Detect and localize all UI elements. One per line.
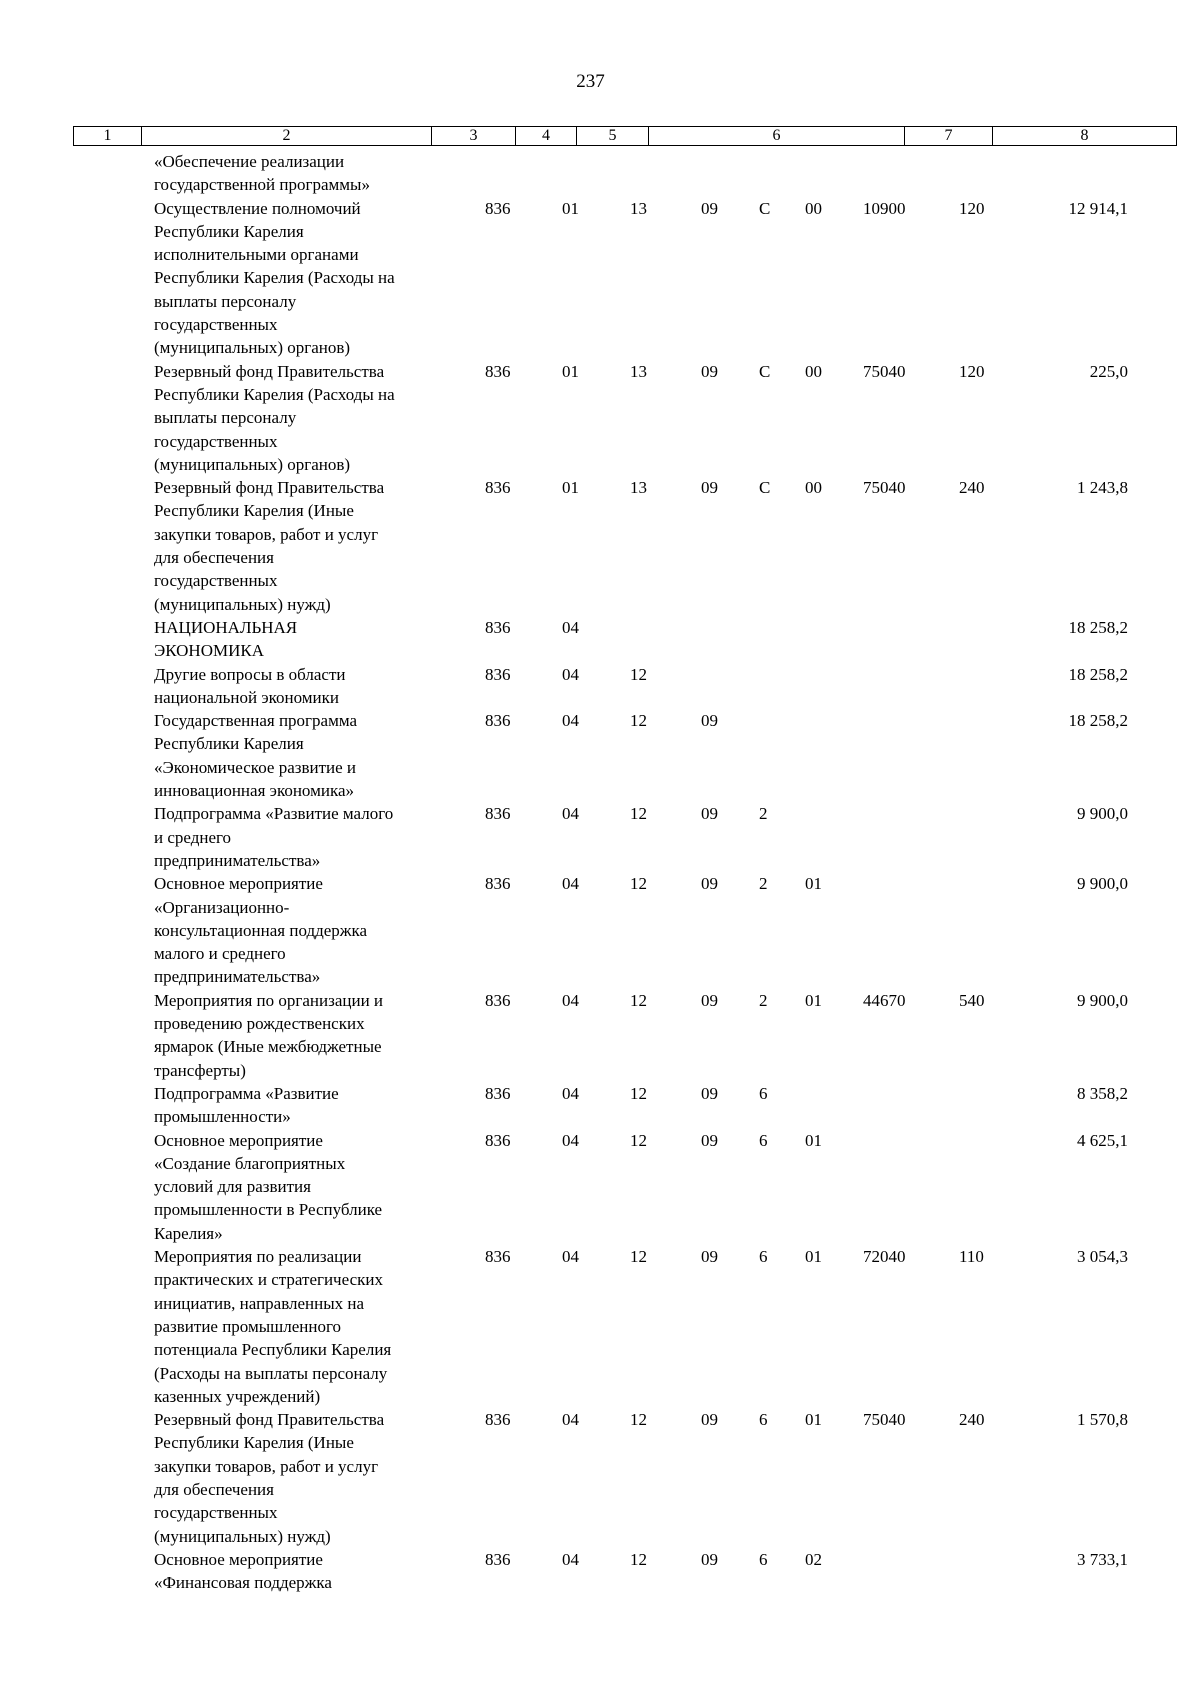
code-expense-type-cell: 120 (959, 361, 985, 381)
amount-cell: 9 900,0 (1077, 990, 1128, 1010)
description-line: потенциала Республики Карелия (154, 1340, 392, 1360)
code-section-cell: 04 (562, 874, 579, 894)
code-subsection-cell: 12 (630, 990, 647, 1010)
code-expense-type-cell: 120 (959, 198, 985, 218)
code-direction-cell: 44670 (863, 990, 906, 1010)
description-line: Основное мероприятие (154, 1550, 323, 1569)
description-line: трансферты) (154, 1060, 246, 1080)
amount-cell: 8 358,2 (1077, 1084, 1128, 1103)
description-line: Карелия» (154, 1223, 223, 1243)
description-line: развитие промышленного (154, 1316, 342, 1336)
row-description (154, 150, 454, 197)
code-section-cell: 04 (562, 711, 579, 731)
amount-cell: 18 258,2 (1068, 664, 1128, 684)
code-section-cell: 04 (562, 664, 579, 684)
amount-cell: 18 258,2 (1068, 618, 1128, 637)
code-event-cell: 00 (805, 198, 822, 218)
code-program-cell: 09 (701, 1550, 718, 1569)
description-line: Основное мероприятие (154, 1130, 323, 1150)
code-subsection-cell: 12 (630, 711, 647, 731)
code-expense-type-cell: 110 (959, 1247, 984, 1267)
code-subsection-cell: 13 (630, 478, 647, 498)
code-subprogram-cell: 2 (759, 804, 768, 824)
amount-cell: 1 243,8 (1077, 478, 1128, 498)
code-program-cell: 09 (701, 1130, 718, 1150)
row-description (154, 989, 454, 1082)
code-section-cell: 01 (562, 478, 579, 498)
code-subprogram-cell: 6 (759, 1550, 768, 1569)
code-admin-cell: 836 (485, 1084, 511, 1103)
description-line: Республики Карелия (Расходы на (154, 384, 395, 404)
code-subsection-cell: 12 (630, 1247, 647, 1267)
code-expense-type-cell: 240 (959, 478, 985, 498)
description-line: консультационная поддержка (154, 920, 368, 940)
code-section-cell: 04 (562, 1550, 579, 1569)
description-line: выплаты персоналу (154, 408, 297, 428)
code-subsection-cell: 13 (630, 361, 647, 381)
code-subprogram-cell: 6 (759, 1130, 768, 1150)
code-program-cell: 09 (701, 1410, 718, 1430)
description-line: Другие вопросы в области (154, 664, 346, 684)
code-program-cell: 09 (701, 990, 718, 1010)
code-admin-cell: 836 (485, 1550, 511, 1569)
description-line: практических и стратегических (154, 1270, 383, 1290)
description-line: государственной программы» (154, 175, 370, 195)
code-event-cell: 01 (805, 990, 822, 1010)
description-line: «Финансовая поддержка (154, 1573, 332, 1593)
row-description (154, 802, 454, 872)
code-admin-cell: 836 (485, 1410, 511, 1430)
description-line: «Организационно- (154, 897, 290, 917)
code-subprogram-cell: 2 (759, 990, 768, 1010)
description-line: условий для развития (154, 1177, 311, 1197)
row-description (154, 476, 454, 616)
row-description (154, 197, 454, 360)
code-section-cell: 04 (562, 1410, 579, 1430)
description-line: выплаты персоналу (154, 291, 297, 311)
amount-cell: 4 625,1 (1077, 1130, 1128, 1150)
description-line: Мероприятия по реализации (154, 1247, 362, 1267)
amount-cell: 3 733,1 (1077, 1550, 1128, 1569)
description-line: НАЦИОНАЛЬНАЯ (154, 618, 298, 637)
code-admin-cell: 836 (485, 804, 511, 824)
description-line: ярмарок (Иные межбюджетные (154, 1037, 382, 1057)
description-line: Республики Карелия (Расходы на (154, 268, 395, 288)
code-section-cell: 01 (562, 361, 579, 381)
description-line: инициатив, направленных на (154, 1293, 365, 1313)
row-description (154, 1408, 454, 1548)
description-line: «Экономическое развитие и (154, 757, 357, 777)
code-admin-cell: 836 (485, 361, 511, 381)
code-admin-cell: 836 (485, 711, 511, 731)
description-line: национальной экономики (154, 687, 339, 707)
code-event-cell: 01 (805, 1130, 822, 1150)
code-subsection-cell: 12 (630, 1084, 647, 1103)
code-admin-cell: 836 (485, 1247, 511, 1267)
code-section-cell: 01 (562, 198, 579, 218)
code-program-cell: 09 (701, 478, 718, 498)
code-subsection-cell: 12 (630, 804, 647, 824)
code-subsection-cell: 12 (630, 1410, 647, 1430)
code-direction-cell: 75040 (863, 478, 906, 498)
amount-cell: 18 258,2 (1068, 711, 1128, 731)
description-line: (муниципальных) органов) (154, 338, 351, 358)
code-program-cell: 09 (701, 198, 718, 218)
row-description (154, 663, 454, 710)
description-line: (Расходы на выплаты персоналу (154, 1363, 388, 1383)
header-cell-6: 6 (649, 127, 905, 145)
row-description (154, 872, 454, 988)
description-line: промышленности» (154, 1107, 291, 1127)
header-cell-5: 5 (577, 127, 649, 145)
description-line: «Создание благоприятных (154, 1153, 346, 1173)
code-subprogram-cell: С (759, 198, 771, 218)
description-line: закупки товаров, работ и услуг (154, 524, 379, 544)
description-line: Резервный фонд Правительства (154, 361, 385, 381)
description-line: малого и среднего (154, 944, 286, 964)
code-event-cell: 00 (805, 478, 822, 498)
row-description (154, 616, 454, 663)
description-line: (муниципальных) органов) (154, 454, 351, 474)
description-line: Республики Карелия (Иные (154, 501, 354, 521)
amount-cell: 9 900,0 (1077, 874, 1128, 894)
code-subsection-cell: 12 (630, 1550, 647, 1569)
code-admin-cell: 836 (485, 874, 511, 894)
description-line: Подпрограмма «Развитие (154, 1084, 339, 1103)
code-subprogram-cell: 6 (759, 1247, 768, 1267)
code-subprogram-cell: 6 (759, 1410, 768, 1430)
code-admin-cell: 836 (485, 1130, 511, 1150)
code-program-cell: 09 (701, 804, 718, 824)
code-section-cell: 04 (562, 1084, 579, 1103)
amount-cell: 12 914,1 (1068, 198, 1128, 218)
code-subsection-cell: 12 (630, 664, 647, 684)
description-line: казенных учреждений) (154, 1386, 321, 1406)
code-section-cell: 04 (562, 1247, 579, 1267)
code-direction-cell: 10900 (863, 198, 906, 218)
row-description (154, 709, 454, 802)
code-subprogram-cell: С (759, 478, 771, 498)
header-cell-2: 2 (142, 127, 432, 145)
description-line: для обеспечения (154, 548, 274, 568)
description-line: ЭКОНОМИКА (154, 641, 264, 661)
code-admin-cell: 836 (485, 664, 511, 684)
code-expense-type-cell: 240 (959, 1410, 985, 1430)
description-line: закупки товаров, работ и услуг (154, 1456, 379, 1476)
code-program-cell: 09 (701, 1084, 718, 1103)
description-line: государственных (154, 315, 278, 335)
row-description (154, 1548, 454, 1595)
description-line: Государственная программа (154, 711, 358, 731)
row-description (154, 360, 454, 476)
description-line: исполнительными органами (154, 245, 359, 265)
description-line: государственных (154, 431, 278, 451)
code-event-cell: 00 (805, 361, 822, 381)
description-line: (муниципальных) нужд) (154, 1526, 331, 1546)
row-description (154, 1129, 454, 1245)
code-section-cell: 04 (562, 990, 579, 1010)
description-line: предпринимательства» (154, 967, 321, 987)
code-event-cell: 01 (805, 1247, 822, 1267)
code-section-cell: 04 (562, 804, 579, 824)
description-line: для обеспечения (154, 1480, 274, 1500)
code-program-cell: 09 (701, 711, 718, 731)
description-line: Мероприятия по организации и (154, 990, 384, 1010)
code-program-cell: 09 (701, 874, 718, 894)
code-expense-type-cell: 540 (959, 990, 985, 1010)
description-line: Резервный фонд Правительства (154, 478, 385, 498)
code-event-cell: 01 (805, 874, 822, 894)
description-line: Осуществление полномочий (154, 198, 361, 218)
amount-cell: 3 054,3 (1077, 1247, 1128, 1267)
code-event-cell: 01 (805, 1410, 822, 1430)
code-section-cell: 04 (562, 618, 579, 637)
row-description (154, 1245, 454, 1408)
amount-cell: 9 900,0 (1077, 804, 1128, 824)
description-line: Республики Карелия (154, 734, 304, 754)
code-subprogram-cell: С (759, 361, 771, 381)
code-admin-cell: 836 (485, 618, 511, 637)
description-line: Республики Карелия (Иные (154, 1433, 354, 1453)
code-program-cell: 09 (701, 361, 718, 381)
amount-cell: 1 570,8 (1077, 1410, 1128, 1430)
description-line: Республики Карелия (154, 221, 304, 241)
description-line: и среднего (154, 827, 232, 847)
header-cell-4: 4 (516, 127, 577, 145)
description-line: проведению рождественских (154, 1014, 365, 1034)
description-line: инновационная экономика» (154, 781, 355, 801)
code-subsection-cell: 12 (630, 874, 647, 894)
code-subsection-cell: 12 (630, 1130, 647, 1150)
code-subsection-cell: 13 (630, 198, 647, 218)
description-line: Основное мероприятие (154, 874, 323, 894)
code-direction-cell: 75040 (863, 1410, 906, 1430)
description-line: государственных (154, 1503, 278, 1523)
description-line: предпринимательства» (154, 850, 321, 870)
code-admin-cell: 836 (485, 990, 511, 1010)
code-admin-cell: 836 (485, 198, 511, 218)
header-cell-7: 7 (905, 127, 993, 145)
description-line: (муниципальных) нужд) (154, 594, 331, 614)
code-subprogram-cell: 2 (759, 874, 768, 894)
description-line: промышленности в Республике (154, 1200, 383, 1220)
header-cell-1: 1 (74, 127, 142, 145)
page-number: 237 (576, 71, 605, 92)
code-section-cell: 04 (562, 1130, 579, 1150)
amount-cell: 225,0 (1089, 361, 1128, 381)
code-program-cell: 09 (701, 1247, 718, 1267)
code-admin-cell: 836 (485, 478, 511, 498)
code-direction-cell: 75040 (863, 361, 906, 381)
header-cell-8: 8 (1080, 127, 1089, 144)
header-cell-3: 3 (432, 127, 516, 145)
description-line: государственных (154, 571, 278, 591)
code-subprogram-cell: 6 (759, 1084, 768, 1103)
description-line: Подпрограмма «Развитие малого (154, 804, 394, 824)
code-event-cell: 02 (805, 1550, 822, 1569)
description-line: «Обеспечение реализации (154, 152, 345, 171)
code-direction-cell: 72040 (863, 1247, 906, 1267)
row-description (154, 1082, 454, 1129)
description-line: Резервный фонд Правительства (154, 1410, 385, 1430)
